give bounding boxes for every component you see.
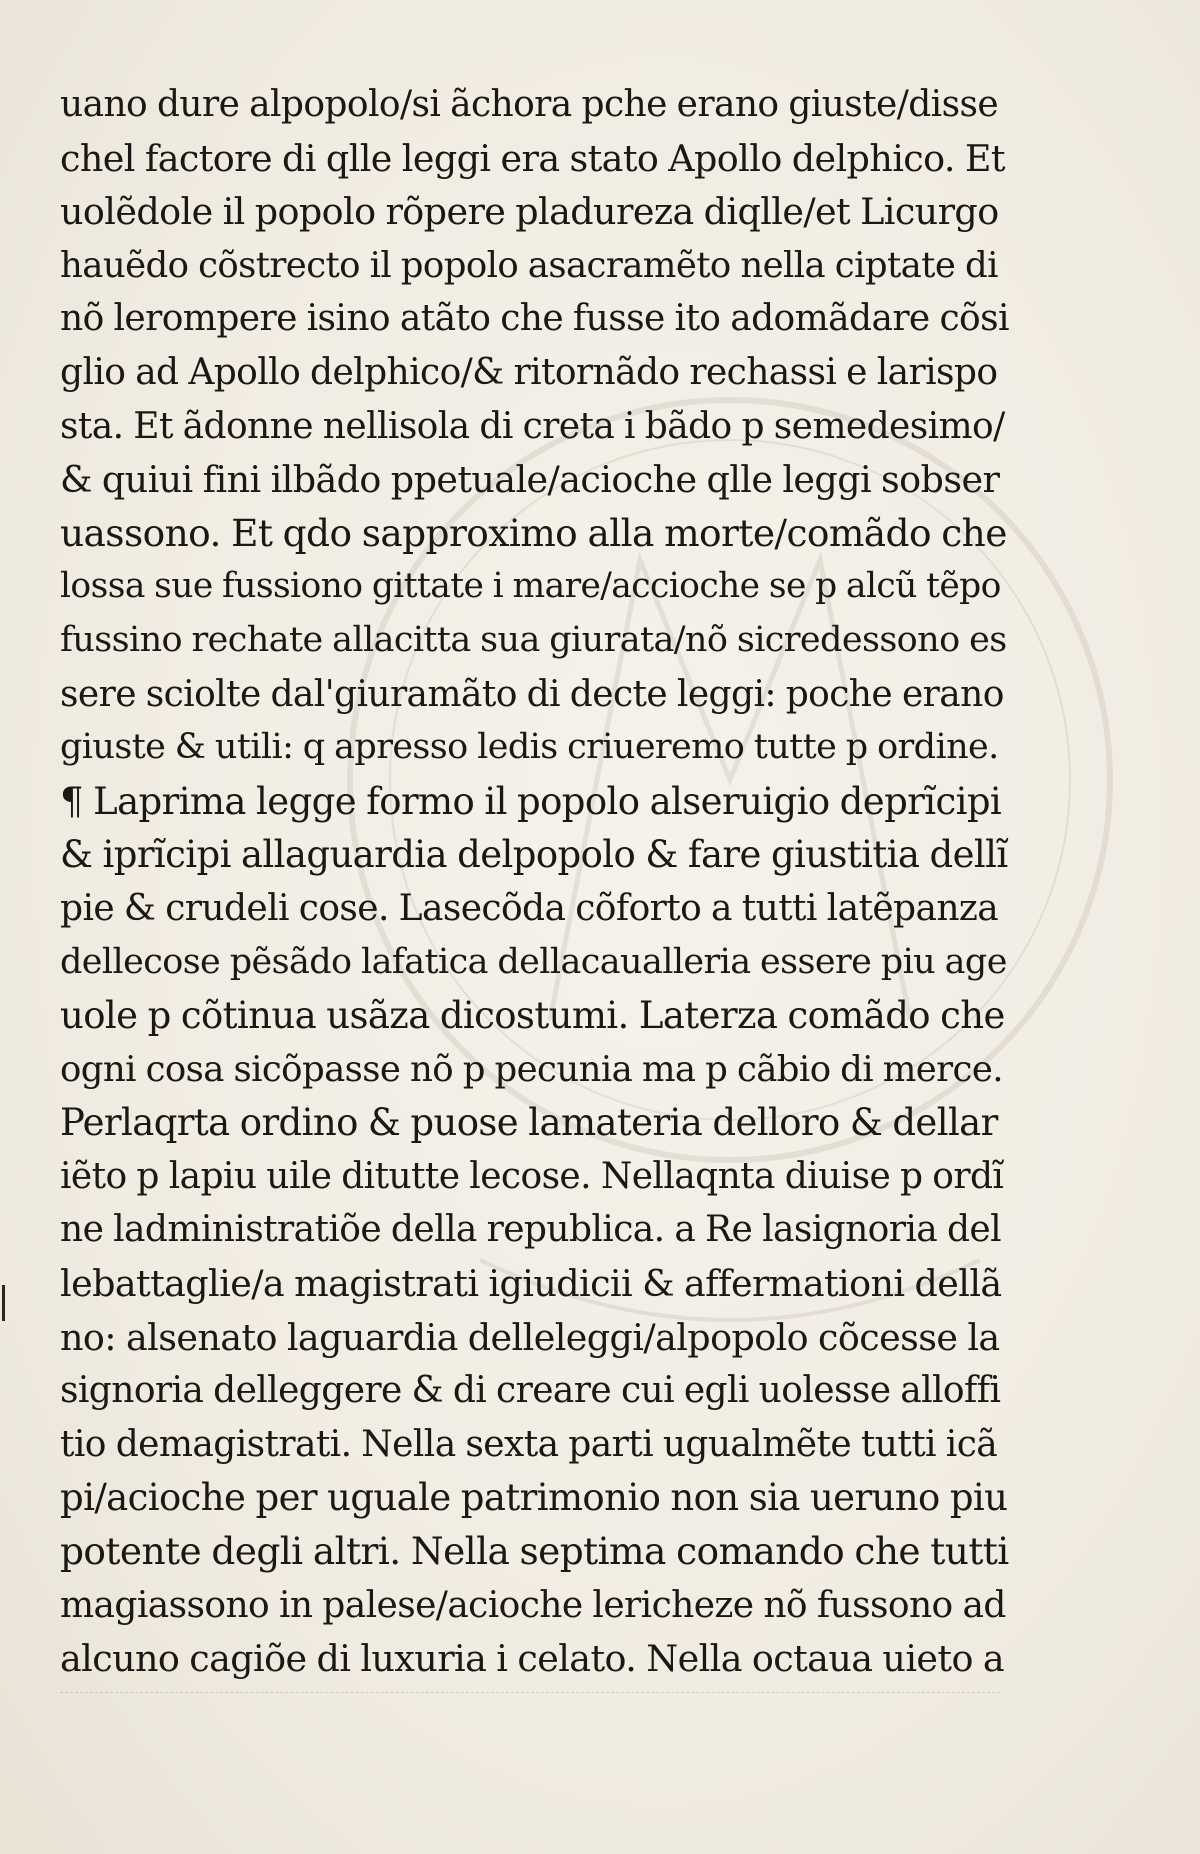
text-line: pie & crudeli cose. Lasecõda cõforto a tutti latẽpanza (60, 887, 999, 929)
left-edge-mark (2, 1285, 5, 1321)
text-line: lossa sue fussiono gittate i mare/accioche se p alcũ tẽpo (60, 566, 1001, 607)
text-line: ne ladministratiõe della republica. a Re lasignoria del (60, 1209, 1002, 1251)
text-line: & iprĩcipi allaguardia delpopolo & fare giustitia dellĩ (60, 833, 1008, 877)
text-line: chel factore di qlle leggi era stato Apollo delphico. Et (60, 136, 1005, 180)
text-line: uassono. Et qdo sapproximo alla morte/comãdo che (60, 510, 1007, 555)
text-line: hauẽdo cõstrecto il popolo asacramẽto nella ciptate di (60, 244, 998, 286)
text-line: signoria delleggere & di creare cui egli uolesse alloffi (60, 1370, 1001, 1412)
text-line: tio demagistrati. Nella sexta parti ugualmẽte tutti icã (60, 1423, 998, 1465)
text-line: nõ lerompere isino atãto che fusse ito adomãdare cõsi (60, 298, 1009, 340)
text-line: iẽto p lapiu uile ditutte lecose. Nellaqnta diuise p ordĩ (60, 1155, 1004, 1197)
text-line: alcuno cagiõe di luxuria i celato. Nella octaua uieto a (60, 1637, 1004, 1681)
text-line: uano dure alpopolo/si ãchora pche erano giuste/disse (60, 84, 999, 125)
text-line: sere sciolte dal'giuramãto di decte leggi: poche erano (60, 673, 1004, 715)
text-line: sta. Et ãdonne nellisola di creta i bãdo p semedesimo/ (60, 405, 1005, 447)
text-block (60, 78, 1010, 1686)
text-line: Perlaqrta ordino & puose lamateria delloro & dellar (60, 1101, 998, 1145)
text-line: pi/acioche per uguale patrimonio non sia ueruno piu (60, 1476, 1008, 1520)
text-line: fussino rechate allacitta sua giurata/nõ sicredessono es (60, 619, 1007, 660)
text-line: potente degli altri. Nella septima comando che tutti (60, 1529, 1009, 1574)
text-line: ¶ Laprima legge formo il popolo alseruigio deprĩcipi (60, 779, 1002, 823)
text-line: & quiui fini ilbãdo ppetuale/acioche qlle leggi sobser (60, 458, 1000, 502)
text-line: glio ad Apollo delphico/& ritornãdo rechassi e larispo (60, 351, 998, 393)
text-line: no: alsenato laguardia delleleggi/alpopolo cõcesse la (60, 1315, 1000, 1359)
text-line: giuste & utili: q apresso ledis criueremo tutte p ordine. (60, 727, 999, 768)
text-line: dellecose pẽsãdo lafatica dellacaualleria essere piu age (60, 941, 1007, 982)
text-line: uolẽdole il popolo rõpere pladureza diqlle/et Licurgo (60, 190, 999, 234)
text-line: lebattaglie/a magistrati igiudicii & affermationi dellã (60, 1262, 1002, 1306)
text-line: magiassono in palese/acioche lericheze nõ fussono ad (60, 1584, 1006, 1626)
text-line: uole p cõtinua usãza dicostumi. Laterza comãdo che (60, 994, 1005, 1038)
text-line: ogni cosa sicõpasse nõ p pecunia ma p cãbio di merce. (60, 1048, 1003, 1090)
lower-margin-rule (60, 1692, 1000, 1703)
